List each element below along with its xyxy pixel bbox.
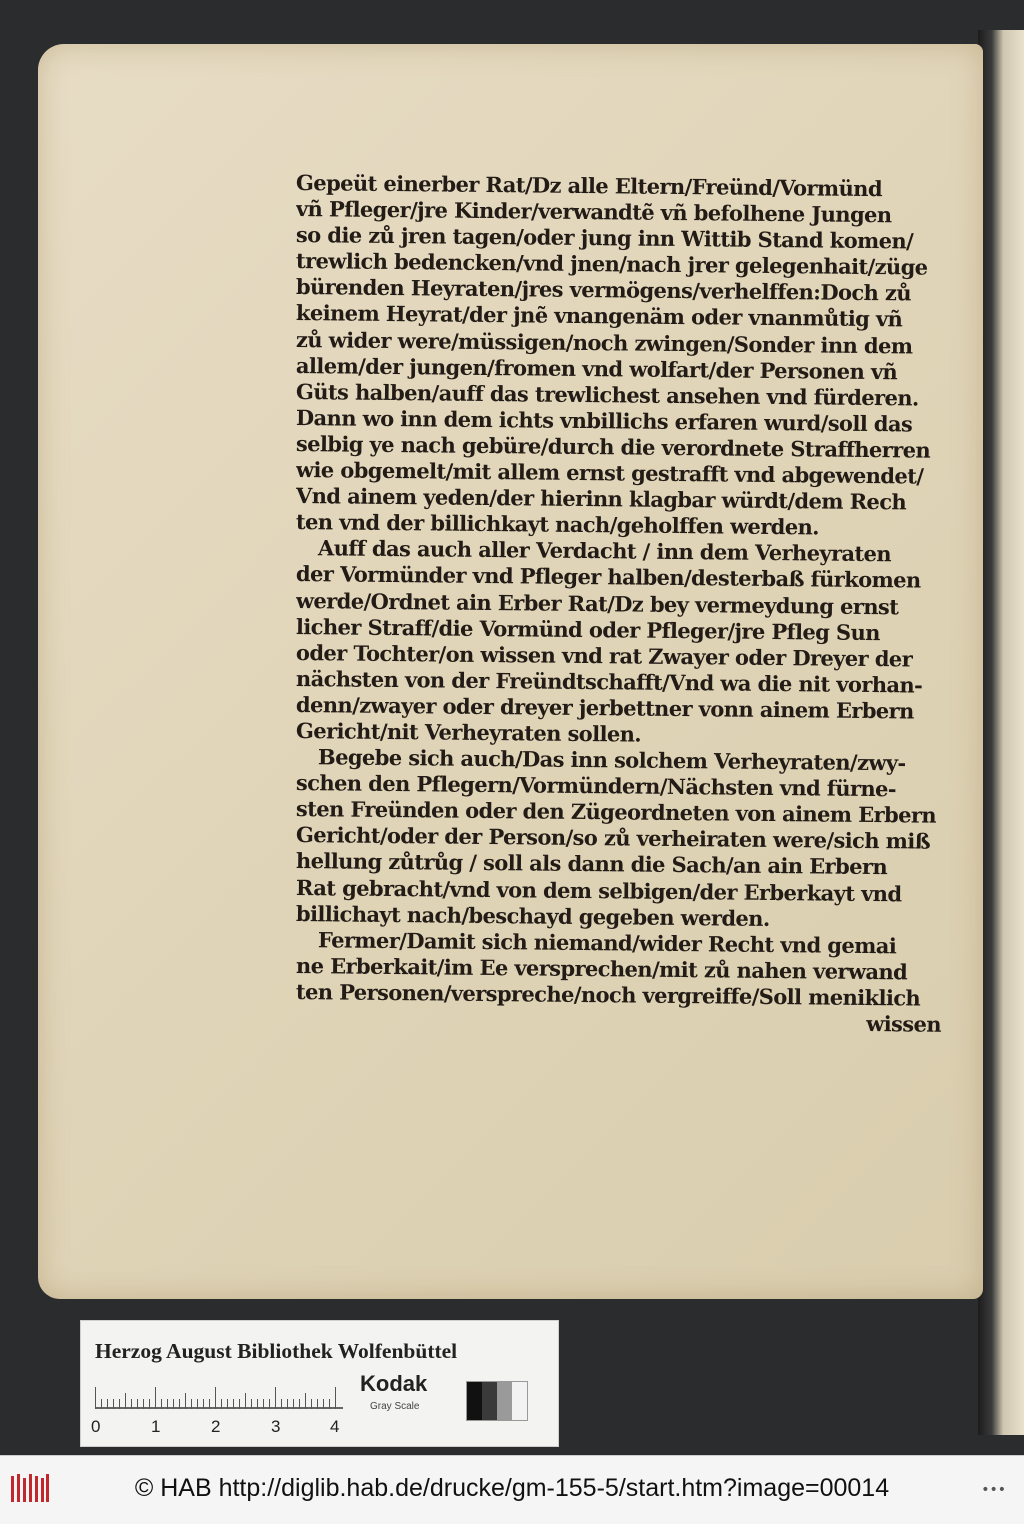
ruler-number: 0 xyxy=(91,1417,101,1436)
text-line: Auff das auch aller Verdacht / inn dem Verheyraten xyxy=(317,535,892,567)
book-edge xyxy=(978,30,1024,1435)
ruler-tick xyxy=(305,1393,306,1409)
ruler-tick xyxy=(113,1399,114,1409)
text-line: selbig ye nach gebüre/durch die verordnete Straffherren xyxy=(295,430,931,463)
ruler-tick xyxy=(233,1399,234,1409)
ruler-tick xyxy=(245,1393,246,1409)
ruler-tick xyxy=(179,1399,180,1409)
text-line: Vnd ainem yeden/der hierinn klagbar würdt/dem Rech xyxy=(295,483,907,515)
text-line: trewlich bedencken/vnd jnen/nach jrer gelegenhait/züge xyxy=(295,248,928,280)
ruler-tick xyxy=(197,1399,198,1409)
text-line: ten Personen/verspreche/noch vergreiffe/Soll meniklich xyxy=(295,978,921,1011)
ruler-tick xyxy=(209,1399,210,1409)
institution-label: Herzog August Bibliothek Wolfenbüttel xyxy=(95,1339,458,1363)
gray-patches xyxy=(466,1381,528,1421)
gray-patch xyxy=(512,1382,527,1420)
text-line: hellung zůtrůg / soll als dann die Sach/an ain Erbern xyxy=(295,848,888,880)
ruler-tick xyxy=(281,1399,282,1409)
text-line: bürenden Heyraten/jres vermögens/verhelffen:Doch zů xyxy=(295,274,912,306)
catchword: wissen xyxy=(866,1010,942,1037)
text-line: billichayt nach/beschayd gegeben werden. xyxy=(295,900,770,931)
kodak-logo: Kodak xyxy=(360,1371,428,1396)
color-target-card xyxy=(80,1320,559,1447)
ruler-tick xyxy=(227,1399,228,1409)
ruler-tick xyxy=(335,1387,336,1409)
footer-bar xyxy=(0,1455,1024,1524)
ruler-tick xyxy=(221,1399,222,1409)
text-line: wie obgemelt/mit allem ernst gestrafft vnd abgewendet/ xyxy=(295,457,924,489)
text-line: nächsten von der Freündtschafft/Vnd wa die nit vorhan- xyxy=(295,665,923,698)
text-line: sten Freünden oder den Zügeordneten von ainem Erbern xyxy=(295,796,937,828)
ruler-tick xyxy=(293,1399,294,1409)
ruler-tick xyxy=(149,1399,150,1409)
gray-patch xyxy=(497,1382,512,1420)
ruler-tick xyxy=(299,1399,300,1409)
gray-scale-label: Gray Scale xyxy=(370,1401,420,1412)
ruler-tick xyxy=(161,1399,162,1409)
text-line: der Vormünder vnd Pfleger halben/desterbaß fürkomen xyxy=(295,561,921,593)
ruler-tick xyxy=(173,1399,174,1409)
page-text xyxy=(295,170,961,1037)
ruler-tick xyxy=(155,1387,156,1409)
ruler-tick xyxy=(323,1399,324,1409)
ruler xyxy=(91,1375,345,1436)
menu-dots-icon[interactable]: ••• xyxy=(981,1482,1006,1498)
text-line: zů wider were/müssigen/noch zwingen/Sonder inn dem xyxy=(295,326,913,359)
text-line: Fermer/Damit sich niemand/wider Recht vnd gemai xyxy=(317,926,897,959)
ruler-tick xyxy=(275,1387,276,1409)
text-line: Gepeüt einerber Rat/Dz alle Eltern/Freünd/Vormünd xyxy=(295,170,883,202)
ruler-number: 1 xyxy=(151,1417,161,1436)
ruler-tick xyxy=(107,1399,108,1409)
text-line: licher Straff/die Vormünd oder Pfleger/jre Pfleg Sun xyxy=(295,613,881,645)
ruler-number: 3 xyxy=(271,1417,281,1436)
ruler-tick xyxy=(329,1399,330,1409)
text-line: ten vnd der billichkayt nach/geholffen werden. xyxy=(295,509,820,540)
ruler-tick xyxy=(257,1399,258,1409)
ruler-tick xyxy=(95,1387,96,1409)
ruler-tick xyxy=(167,1399,168,1409)
text-line: Dann wo inn dem ichts vnbillichs erfaren wurd/soll das xyxy=(295,404,913,437)
text-line: vñ Pfleger/jre Kinder/verwandtẽ vñ befolhene Jungen xyxy=(295,196,892,228)
text-line: Rat gebracht/vnd von dem selbigen/der Erberkayt vnd xyxy=(295,874,902,906)
text-line: Gericht/nit Verheyraten sollen. xyxy=(295,717,642,747)
footer-link[interactable]: © HAB http://diglib.hab.de/drucke/gm-155-5/start.htm?image=00014 xyxy=(134,1474,890,1502)
text-line: werde/Ordnet ain Erber Rat/Dz bey vermeydung ernst xyxy=(295,587,899,619)
ruler-tick xyxy=(191,1399,192,1409)
ruler-tick xyxy=(203,1399,204,1409)
text-line: Güts halben/auff das trewlichest ansehen vnd fürderen. xyxy=(295,378,919,411)
text-line: Gericht/oder der Person/so zů verheiraten were/sich miß xyxy=(295,822,931,854)
ruler-tick xyxy=(317,1399,318,1409)
ruler-tick xyxy=(311,1399,312,1409)
text-line: Begebe sich auch/Das inn solchem Verheyraten/zwy- xyxy=(317,744,906,776)
ruler-number: 2 xyxy=(211,1417,221,1436)
ruler-tick xyxy=(101,1399,102,1409)
text-line: schen den Pflegern/Vormündern/Nächsten vnd fürne- xyxy=(295,770,897,802)
gray-patch xyxy=(467,1382,482,1420)
ruler-tick xyxy=(125,1393,126,1409)
ruler-tick xyxy=(263,1399,264,1409)
ruler-tick xyxy=(287,1399,288,1409)
ruler-number: 4 xyxy=(330,1417,340,1436)
ruler-tick xyxy=(251,1399,252,1409)
text-line: keinem Heyrat/der jnẽ vnangenäm oder vnanmůtig vñ xyxy=(295,300,903,332)
ruler-tick xyxy=(137,1399,138,1409)
ruler-tick xyxy=(131,1399,132,1409)
text-line: denn/zwayer oder dreyer jerbettner vonn ainem Erbern xyxy=(295,691,914,724)
ruler-tick xyxy=(143,1399,144,1409)
ruler-tick xyxy=(119,1399,120,1409)
ruler-tick xyxy=(269,1399,270,1409)
book-page xyxy=(38,44,983,1299)
text-line: so die zů jren tagen/oder jung inn Wittib Stand komen/ xyxy=(295,222,914,254)
ruler-tick xyxy=(215,1387,216,1409)
text-line: allem/der jungen/fromen vnd wolfart/der Personen vñ xyxy=(295,352,898,384)
ruler-tick xyxy=(239,1399,240,1409)
text-line: ne Erberkait/im Ee versprechen/mit zů nahen verwand xyxy=(295,952,908,985)
gray-patch xyxy=(482,1382,497,1420)
ruler-tick xyxy=(185,1393,186,1409)
text-line: oder Tochter/on wissen vnd rat Zwayer oder Dreyer der xyxy=(295,639,913,672)
